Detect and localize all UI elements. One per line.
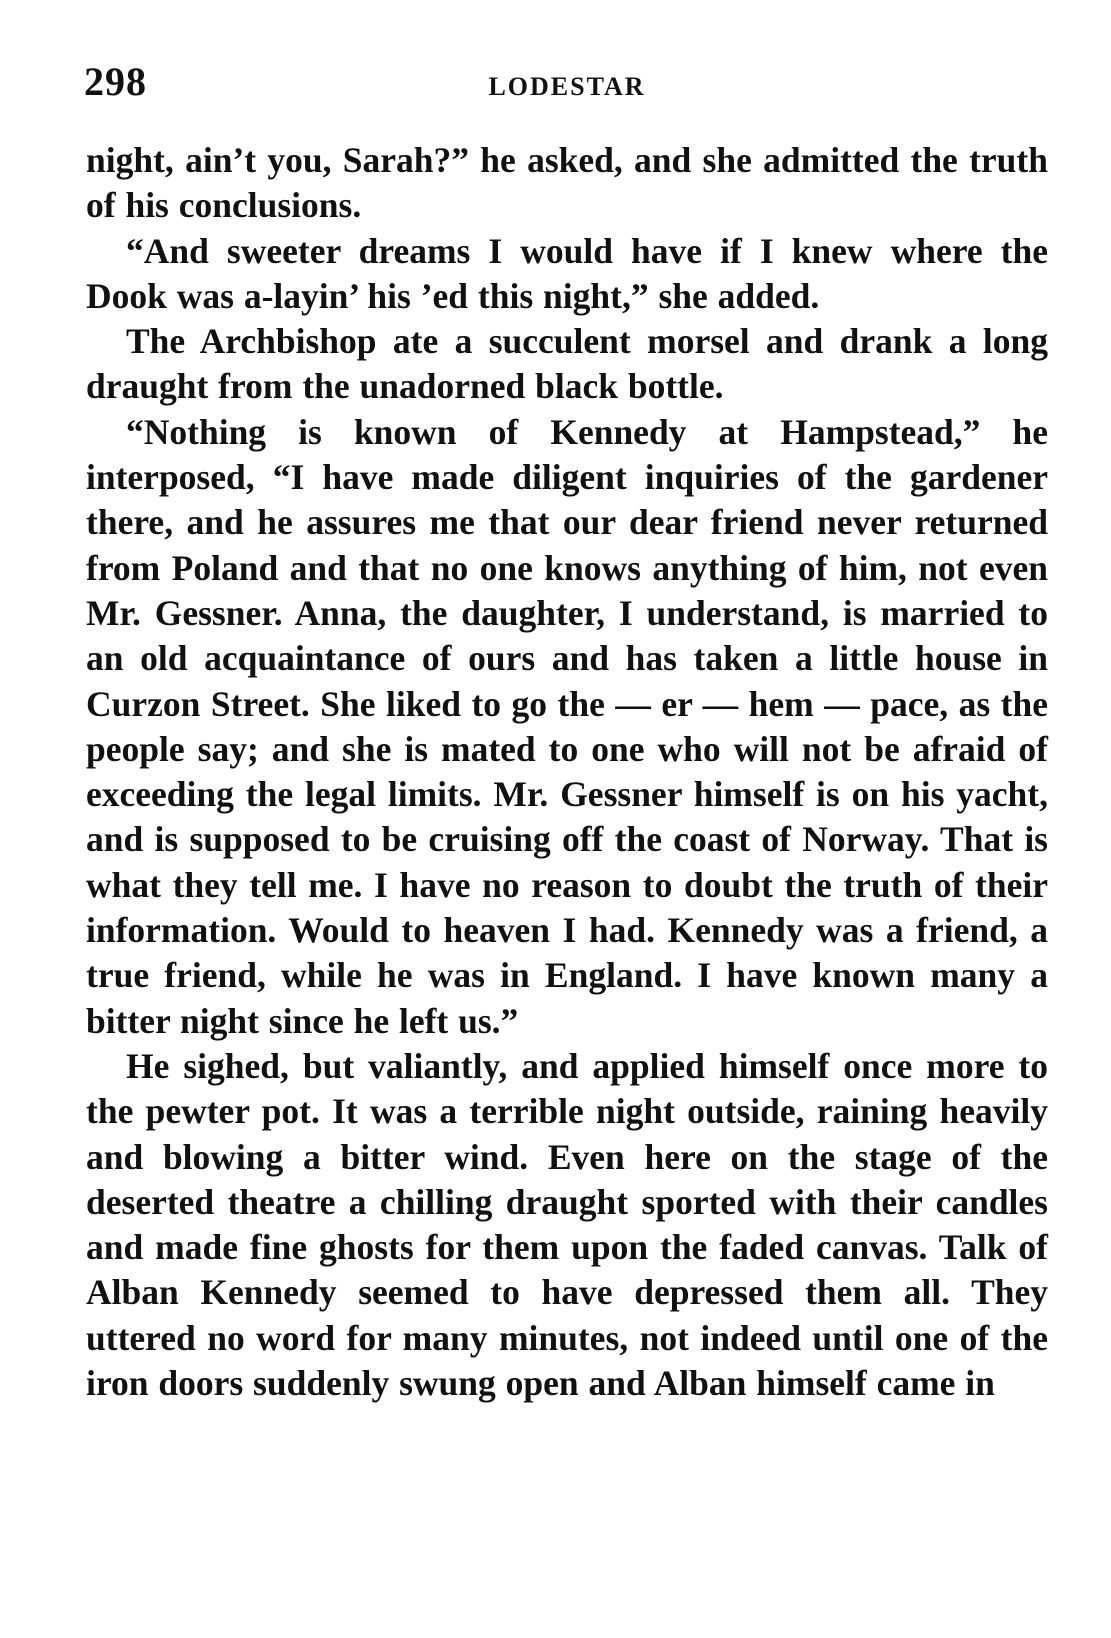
paragraph: The Archbishop ate a succulent morsel and drank a long draught from the unadorned black bottle. xyxy=(86,321,1048,407)
page-number: 298 xyxy=(84,59,147,104)
paragraph: “Nothing is known of Kennedy at Hampstead,” he interposed, “I have made diligent inquiries of the gardener there, and he assures me that our dear friend never returned from Poland and that no one knows anything of him, not even Mr. Gessner. Anna, the daughter, I understand, is married to an old acquaintance of ours and has taken a little house in Curzon Street. She liked to go the — er — hem — pace, as the people say; and she is mated to one who will not be afraid of exceeding the legal limits. Mr. Gessner himself is on his yacht, and is supposed to be cruising off the coast of Norway. That is what they tell me. I have no reason to doubt the truth of their information. Would to heaven I had. Kennedy was a friend, a true friend, while he was in England. I have known many a bitter night since he left us.” xyxy=(86,411,1048,1041)
book-page xyxy=(86,58,1048,1406)
body-text xyxy=(86,138,1048,1406)
page-header xyxy=(86,58,1048,108)
paragraph-continuation: night, ain’t you, Sarah?” he asked, and she admitted the truth of his conclusions. xyxy=(86,140,1048,226)
paragraph: “And sweeter dreams I would have if I knew where the Dook was a-layin’ his ’ed this night,” she added. xyxy=(86,230,1048,316)
paragraph: He sighed, but valiantly, and applied himself once more to the pewter pot. It was a terrible night outside, raining heavily and blowing a bitter wind. Even here on the stage of the deserted theatre a chilling draught sported with their candles and made fine ghosts for them upon the faded canvas. Talk of Alban Kennedy seemed to have depressed them all. They uttered no word for many minutes, not indeed until one of the iron doors suddenly swung open and Alban himself came in xyxy=(86,1045,1048,1404)
running-head: LODESTAR xyxy=(488,72,646,101)
